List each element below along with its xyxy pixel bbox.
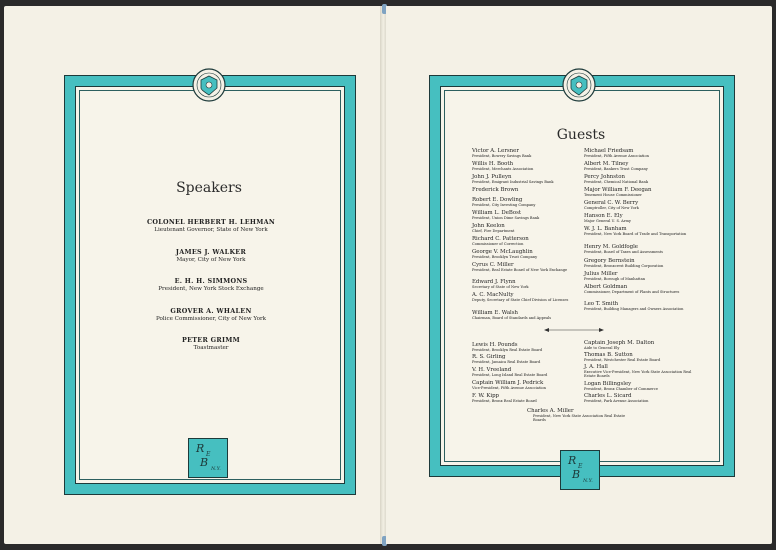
- guest-entry: Major William F. Deegan Tenement House Commissioner: [584, 187, 652, 197]
- guest-entry: John Keelon Chief, Fire Department: [472, 223, 515, 233]
- guest-entry: Julius Miller President, Borough of Manhattan: [584, 271, 646, 281]
- board-left-column: [472, 343, 584, 409]
- guest-entry: Albert M. Tilney President, Bankers Trust Company: [584, 161, 648, 171]
- board-seal-icon: [562, 68, 596, 102]
- board-seal-icon: [192, 68, 226, 102]
- monogram-icon: R E B N.Y.: [560, 450, 600, 490]
- left-page: [4, 6, 382, 544]
- guest-entry-centered: Charles A. Miller President, New York State Association Real Estate Boards: [527, 408, 626, 422]
- guest-entry: Captain Joseph M. Dalton Aide to General Ely: [584, 340, 655, 350]
- guest-entry: Henry M. Goldfogle President, Board of Taxes and Assessments: [584, 244, 664, 254]
- speaker-entry: COLONEL HERBERT H. LEHMAN Lieutenant Governor, State of New York: [146, 218, 276, 233]
- guest-entry: F. W. Kipp President, Bronx Real Estate Board: [472, 393, 537, 403]
- ornamental-divider-icon: [544, 328, 604, 332]
- guest-entry: George V. McLaughlin President, Brooklyn Trust Company: [472, 249, 538, 259]
- guest-entry: Willis H. Booth President, Merchants Association: [472, 161, 534, 171]
- speaker-entry: GROVER A. WHALEN Police Commissioner, City of New York: [155, 307, 267, 322]
- board-right-column: [584, 341, 696, 409]
- guest-entry: Albert Goldman Commissioner, Department of Plants and Structures: [584, 284, 680, 294]
- guest-entry: A. C. MacNulty Deputy, Secretary of State Chief Division of Licenses: [472, 292, 569, 302]
- speaker-entry: PETER GRIMM Toastmaster: [181, 336, 241, 351]
- guests-right-column: [584, 149, 696, 321]
- right-page: [386, 6, 772, 544]
- guest-entry: Logan Billingsley President, Bronx Chamber of Commerce: [584, 381, 658, 391]
- guest-entry: V. H. Vreeland President, Long Island Real Estate Board: [472, 367, 548, 377]
- guest-entry: Edward J. Flynn Secretary of State of New York: [472, 279, 529, 289]
- speakers-heading: Speakers: [176, 180, 242, 196]
- guest-entry: Percy Johnston President, Chemical National Bank: [584, 174, 648, 184]
- guest-entry: Victor A. Lersner President, Bowery Savings Bank: [472, 148, 532, 158]
- guest-entry: Captain William J. Pedrick Vice-President, Fifth Avenue Association: [472, 380, 546, 390]
- guests-left-column: [472, 149, 584, 321]
- guest-entry: Robert E. Dowling President, City Investing Company: [472, 197, 536, 207]
- guest-entry: Frederick Brown: [472, 187, 519, 193]
- guest-entry: W. J. L. Banham President, New York Board of Trade and Transportation: [584, 226, 687, 236]
- guest-entry: Richard C. Patterson Commissioner of Correction: [472, 236, 529, 246]
- guest-entry: J. A. Hall Executive Vice-President, New York State Association Real Estate Boards: [584, 364, 692, 378]
- guest-entry: William E. Walsh Chairman, Board of Standards and Appeals: [472, 310, 552, 320]
- speaker-entry: JAMES J. WALKER Mayor, City of New York: [175, 248, 247, 263]
- guest-entry: Lewis H. Pounds President, Brooklyn Real Estate Board: [472, 342, 543, 352]
- guest-entry: Thomas B. Sutton President, Westchester Real Estate Board: [584, 352, 661, 362]
- guest-entry: Leo T. Smith President, Building Managers and Owners Association: [584, 301, 684, 311]
- speakers-list: [100, 218, 322, 358]
- guest-entry: Gregory Bernstein President, Bronxcrest Building Corporation: [584, 258, 664, 268]
- monogram-icon: R E B N.Y.: [188, 438, 228, 478]
- guest-entry: Hanson E. Ely Major General U. S. Army: [584, 213, 631, 223]
- guest-entry: General C. W. Berry Comptroller, City of New York: [584, 200, 639, 210]
- guest-entry: R. S. Girling President, Jamaica Real Estate Board: [472, 354, 541, 364]
- guest-entry: Charles L. Sicard President, Park Avenue Association: [584, 393, 649, 403]
- guest-entry: William L. DeBost President, Union Dime Savings Bank: [472, 210, 540, 220]
- guest-entry: John J. Pulleyn President, Emigrant Industrial Savings Bank: [472, 174, 554, 184]
- guests-heading: Guests: [556, 127, 606, 143]
- guest-entry: Cyrus C. Miller President, Real Estate Board of New York Exchange: [472, 262, 568, 272]
- speaker-entry: E. H. H. SIMMONS President, New York Stock Exchange: [158, 277, 264, 292]
- guest-entry: Michael Friedsam President, Fifth Avenue Association: [584, 148, 649, 158]
